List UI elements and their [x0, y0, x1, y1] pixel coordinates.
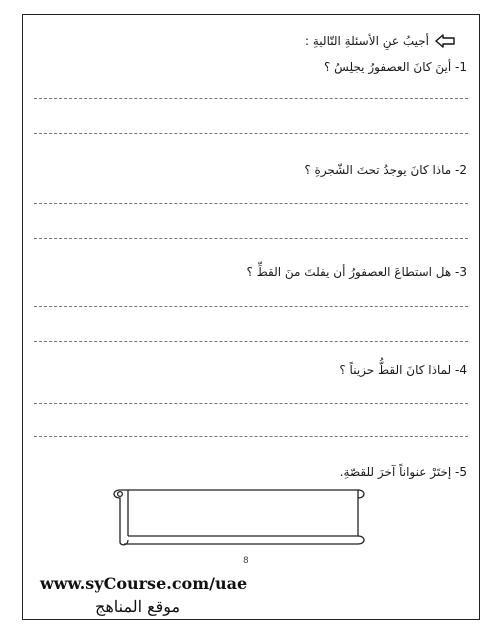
- answer-line[interactable]: [34, 133, 468, 134]
- answer-line[interactable]: [34, 306, 468, 307]
- title-scroll-box[interactable]: [110, 484, 368, 546]
- answer-line[interactable]: [34, 436, 468, 437]
- question-5: 5- إختَرْ عنواناً آخرَ للقصّةِ.: [339, 465, 467, 479]
- instruction: [305, 34, 455, 48]
- page-number: 8: [243, 556, 249, 566]
- question-4: 4- لماذا كانَ القطُّ حزيناً ؟: [339, 363, 467, 377]
- question-3: 3- هل استطاعَ العصفورُ أن يفلتَ منَ القطِّ ؟: [246, 265, 467, 279]
- answer-line[interactable]: [34, 203, 468, 204]
- question-2: 2- ماذا كانَ يوجدُ تحتَ الشّجرةِ ؟: [304, 163, 467, 177]
- answer-line[interactable]: [34, 98, 468, 99]
- website-name: موقع المناهج: [95, 597, 181, 616]
- answer-line[interactable]: [34, 238, 468, 239]
- question-1: 1- أينَ كانَ العصفورُ يجلِسُ ؟: [323, 60, 467, 74]
- arrow-left-icon: [435, 34, 455, 48]
- answer-line[interactable]: [34, 341, 468, 342]
- answer-line[interactable]: [34, 403, 468, 404]
- instruction-text: أجيبُ عنِ الأسئلةِ التّاليةِ :: [305, 34, 429, 48]
- website-url[interactable]: www.syCourse.com/uae: [40, 574, 248, 593]
